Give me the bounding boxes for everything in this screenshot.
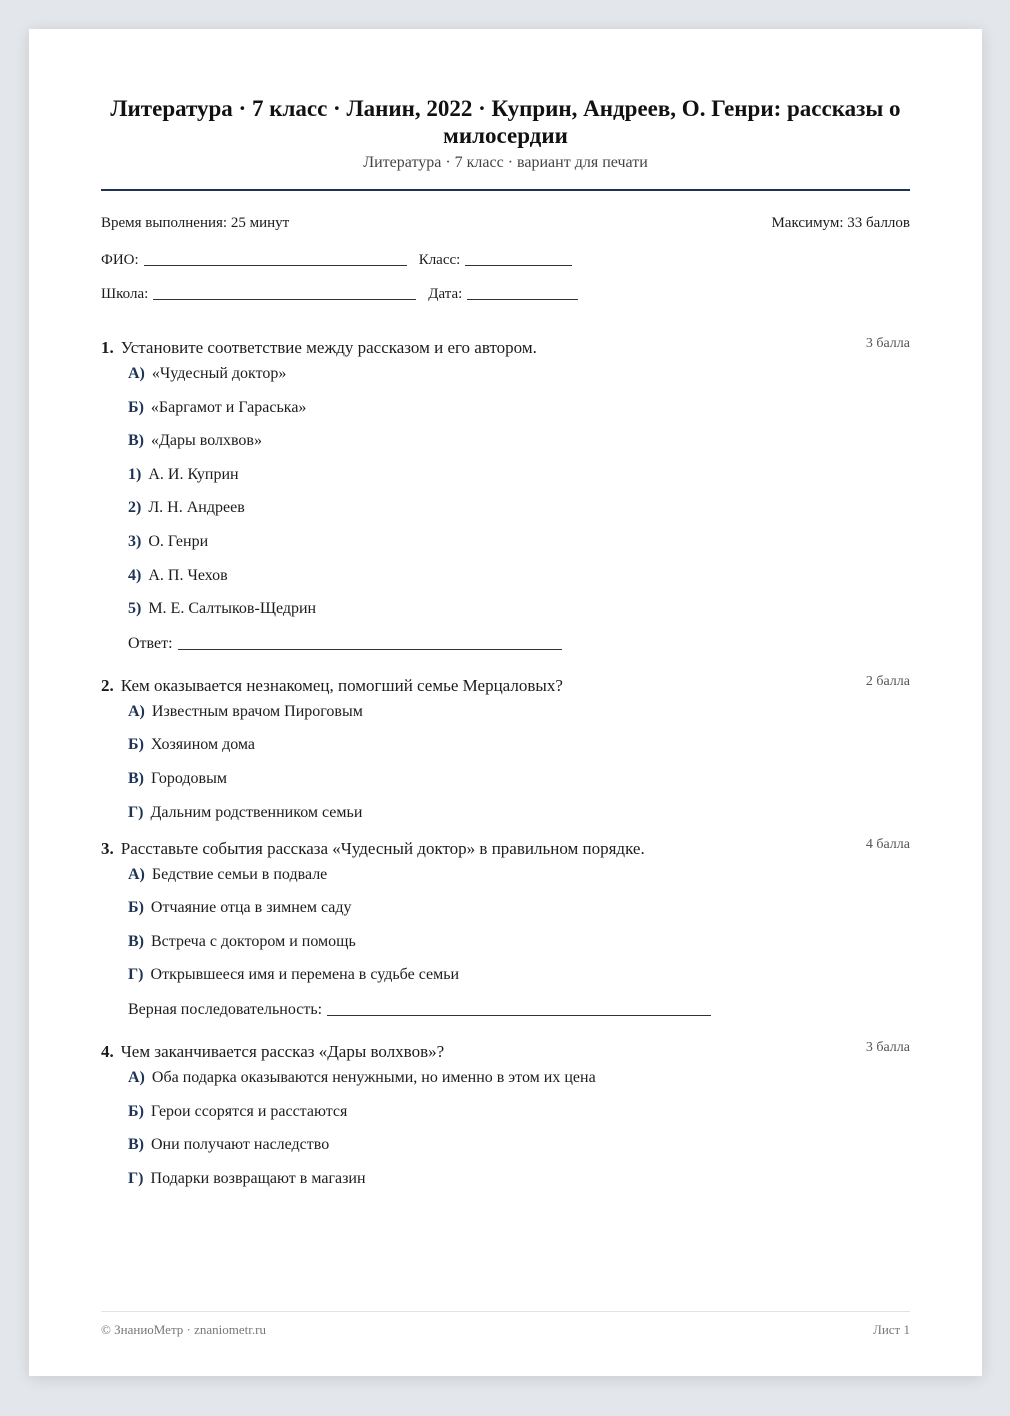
footer-sheet-number: Лист 1 — [873, 1322, 910, 1337]
option-label: Г) — [128, 803, 144, 821]
option-label: А) — [128, 702, 145, 720]
option-item — [128, 866, 910, 886]
option-text: Известным врачом Пироговым — [151, 702, 363, 720]
question-points: 4 балла — [865, 836, 910, 852]
options-list — [101, 703, 910, 824]
question-points: 3 балла — [865, 1039, 910, 1055]
option-label: А) — [128, 365, 145, 382]
option-text: Они получают наследство — [151, 1136, 330, 1154]
option-item[interactable] — [128, 1069, 910, 1089]
question-text-wrap — [101, 338, 866, 358]
option-text: Подарки возвращают в магазин — [150, 1169, 366, 1187]
name-class-row — [101, 248, 910, 269]
fio-label: ФИО: — [101, 252, 139, 268]
school-label: Школа: — [101, 286, 149, 302]
question-header — [101, 673, 910, 696]
question-3 — [101, 836, 910, 1019]
option-label: В) — [128, 769, 144, 787]
question-number: 2. — [101, 675, 114, 695]
school-date-row — [101, 282, 910, 303]
option-text: Оба подарка оказываются ненужными, но именно в этом их цена — [151, 1068, 596, 1086]
option-label: В) — [128, 932, 144, 950]
questions-list — [101, 338, 910, 1190]
option-text: «Баргамот и Гараська» — [150, 398, 307, 416]
option-item[interactable] — [128, 1136, 910, 1156]
question-text: Кем оказывается незнакомец, помогший семье Мерцаловых? — [120, 675, 563, 695]
worksheet-page — [29, 29, 982, 1376]
option-item[interactable] — [128, 1103, 910, 1123]
date-label: Дата: — [428, 286, 463, 302]
option-text: Городовым — [151, 769, 227, 787]
question-text: Расставьте события рассказа «Чудесный доктор» в правильном порядке. — [120, 838, 645, 858]
date-line[interactable] — [467, 298, 578, 300]
answer-label: Верная последовательность: — [128, 1000, 323, 1018]
question-points: 3 балла — [865, 336, 910, 351]
option-label: Г) — [128, 1169, 144, 1187]
option-text: Герои ссорятся и расстаются — [150, 1102, 348, 1120]
answer-row — [101, 633, 910, 653]
question-header — [101, 1039, 910, 1062]
option-item — [128, 600, 910, 620]
options-list — [101, 365, 910, 620]
option-text: Открывшееся имя и перемена в судьбе семьи — [150, 966, 460, 984]
option-text: Бедствие семьи в подвале — [151, 865, 328, 883]
option-text: О. Генри — [148, 532, 209, 550]
option-item — [128, 399, 910, 419]
option-item[interactable] — [128, 1170, 910, 1190]
option-label: Б) — [128, 1102, 144, 1120]
max-score: Максимум: 33 баллов — [771, 215, 910, 231]
question-text: Чем заканчивается рассказ «Дары волхвов»? — [120, 1041, 445, 1061]
option-label: В) — [128, 1136, 144, 1154]
option-item — [128, 432, 910, 452]
page-footer — [101, 1311, 910, 1338]
page-title: Литература · 7 класс · Ланин, 2022 · Куприн, Андреев, О. Генри: рассказы о милосердии — [110, 96, 901, 148]
option-text: Дальним родственником семьи — [150, 803, 363, 821]
option-text: Хозяином дома — [150, 736, 256, 754]
option-item[interactable] — [128, 736, 910, 756]
question-header — [101, 338, 910, 358]
time-limit: Время выполнения: 25 минут — [101, 215, 290, 231]
meta-row — [101, 215, 910, 235]
page-subtitle: Литература · 7 класс · вариант для печати — [363, 154, 648, 171]
question-number: 3. — [101, 838, 114, 858]
option-text: М. Е. Салтыков-Щедрин — [148, 600, 317, 618]
class-line[interactable] — [465, 264, 572, 266]
option-label: В) — [128, 432, 144, 450]
option-item[interactable] — [128, 770, 910, 790]
option-item[interactable] — [128, 804, 910, 824]
header-divider — [101, 189, 910, 191]
question-number: 1. — [101, 338, 114, 357]
option-label: А) — [128, 1068, 145, 1086]
question-text-wrap — [101, 676, 866, 696]
option-label: А) — [128, 865, 145, 883]
options-list — [101, 866, 910, 987]
fio-line[interactable] — [144, 264, 407, 266]
option-label: 4) — [128, 566, 142, 584]
option-label: 1) — [128, 465, 142, 483]
class-label: Класс: — [418, 252, 461, 268]
answer-line[interactable] — [327, 1014, 711, 1016]
option-label: Б) — [128, 899, 144, 917]
option-text: Отчаяние отца в зимнем саду — [150, 899, 352, 917]
question-points: 2 балла — [865, 673, 910, 689]
option-label: Б) — [128, 398, 144, 416]
option-item — [128, 966, 910, 986]
school-line[interactable] — [153, 298, 416, 300]
option-text: «Чудесный доктор» — [151, 365, 287, 382]
option-item — [128, 567, 910, 587]
answer-label: Ответ: — [128, 634, 173, 652]
option-item — [128, 365, 910, 385]
question-text-wrap — [101, 839, 866, 859]
question-header — [101, 836, 910, 859]
page-content — [101, 29, 910, 1376]
option-item — [128, 533, 910, 553]
options-list — [101, 1069, 910, 1190]
footer-copyright: © ЗнаниоМетр · znaniometr.ru — [101, 1322, 266, 1337]
option-text: Встреча с доктором и помощь — [151, 932, 356, 950]
option-item[interactable] — [128, 703, 910, 723]
option-label: 3) — [128, 532, 142, 550]
answer-row — [101, 999, 910, 1019]
option-text: А. П. Чехов — [148, 566, 228, 584]
question-text: Установите соответствие между рассказом и его автором. — [120, 338, 537, 357]
option-text: Л. Н. Андреев — [148, 499, 245, 517]
option-label: Б) — [128, 736, 144, 754]
option-item — [128, 466, 910, 486]
option-text: «Дары волхвов» — [151, 432, 262, 450]
option-text: А. И. Куприн — [148, 465, 239, 483]
option-item — [128, 499, 910, 519]
option-label: 5) — [128, 600, 142, 618]
question-1 — [101, 338, 910, 653]
question-4 — [101, 1039, 910, 1190]
option-label: Г) — [128, 966, 144, 984]
option-label: 2) — [128, 499, 142, 517]
question-2 — [101, 673, 910, 824]
option-item — [128, 933, 910, 953]
question-number: 4. — [101, 1041, 114, 1061]
option-item — [128, 899, 910, 919]
answer-line[interactable] — [178, 648, 562, 650]
question-text-wrap — [101, 1042, 866, 1062]
